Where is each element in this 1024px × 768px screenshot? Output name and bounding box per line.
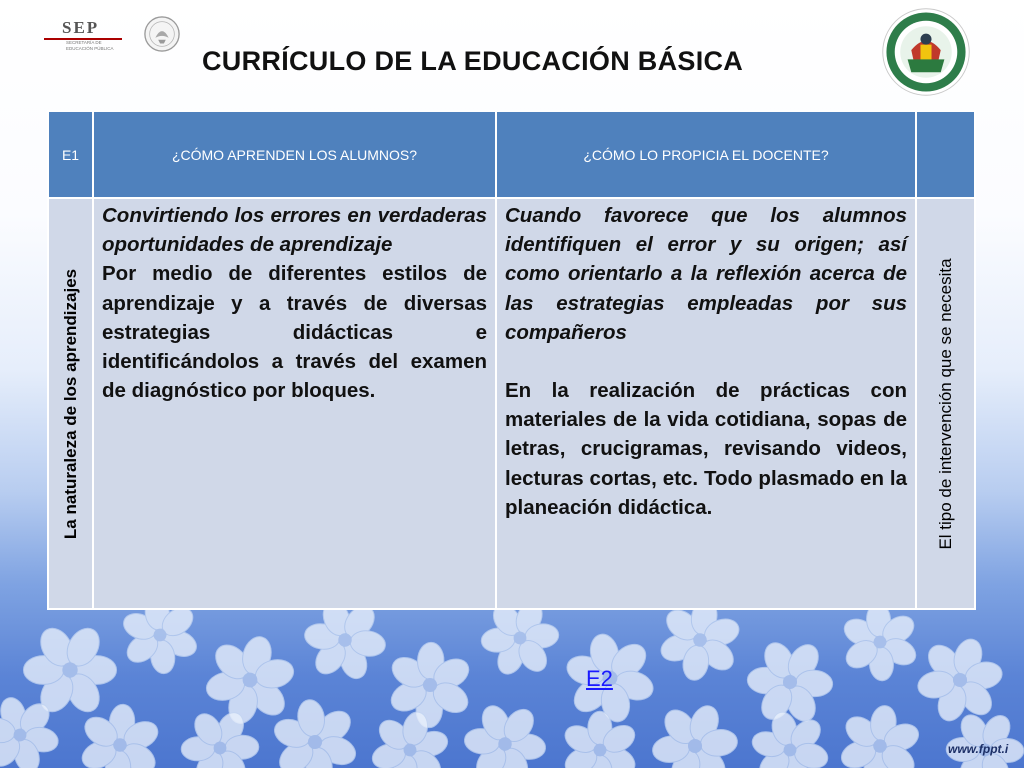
flower-decoration [840,603,920,682]
tipo-cell [916,198,975,609]
table-header-row [48,111,975,198]
watermark-text: www.fppt.i [948,742,1009,756]
table-row [48,198,975,609]
header-cell-e1: E1 [48,111,93,198]
curriculum-table [47,110,976,610]
header-cell-alumnos: ¿CÓMO APRENDEN LOS ALUMNOS? [93,111,496,198]
sep-subtitle-2: EDUCACIÓN PÚBLICA [66,46,114,51]
sep-subtitle-1: SECRETARÍA DE [66,40,102,45]
flower-decoration [560,711,639,768]
flower-decoration [946,710,1024,768]
national-seal-icon [143,15,181,53]
flower-decoration [749,709,830,768]
school-logo-icon [880,6,972,98]
alumnos-cell [93,198,496,609]
flower-decoration [651,702,739,768]
header-cell-tipo [916,111,975,198]
tipo-label: El tipo de intervención que se necesita [935,257,955,550]
flower-decoration [203,633,296,726]
flower-decoration [78,703,162,768]
paragraph: Por medio de diferentes estilos de aprendizaje y a través de diversas estrategias didácticas e identificándolos a través del examen de diagnóstico por bloques. [102,262,487,403]
flower-decoration [303,597,387,682]
alumnos-text [94,199,495,405]
row-label-cell [48,198,93,609]
flower-decoration [747,638,834,726]
sep-logo-text: SEP [62,18,100,37]
flower-decoration [837,704,922,768]
page-title: CURRÍCULO DE LA EDUCACIÓN BÁSICA [202,46,744,76]
flower-decoration [463,702,547,768]
e2-link[interactable]: E2 [586,666,613,691]
docente-cell [496,198,916,609]
paragraph: En la realización de prácticas con materiales de la vida cotidiana, sopas de letras, crucigramas, revisando videos, lecturas cortas, etc. Todo plasmado en la planeación didáctica. [505,379,907,519]
row-label: La naturaleza de los aprendizajes [60,268,80,539]
flower-decoration [657,598,742,683]
header-cell-docente: ¿CÓMO LO PROPICIA EL DOCENTE? [496,111,916,198]
flower-decoration [386,642,474,728]
flower-decoration [916,635,1005,724]
paragraph: Cuando favorece que los alumnos identifiquen el error y su origen; así como orientarlo a la reflexión acerca de las estrategias empleadas por sus compañeros [505,204,907,344]
docente-text [497,199,915,522]
paragraph: Convirtiendo los errores en verdaderas oportunidades de aprendizaje [102,204,487,257]
sep-logo [44,18,134,62]
flower-decoration [23,622,116,717]
slide-header [0,0,1024,100]
